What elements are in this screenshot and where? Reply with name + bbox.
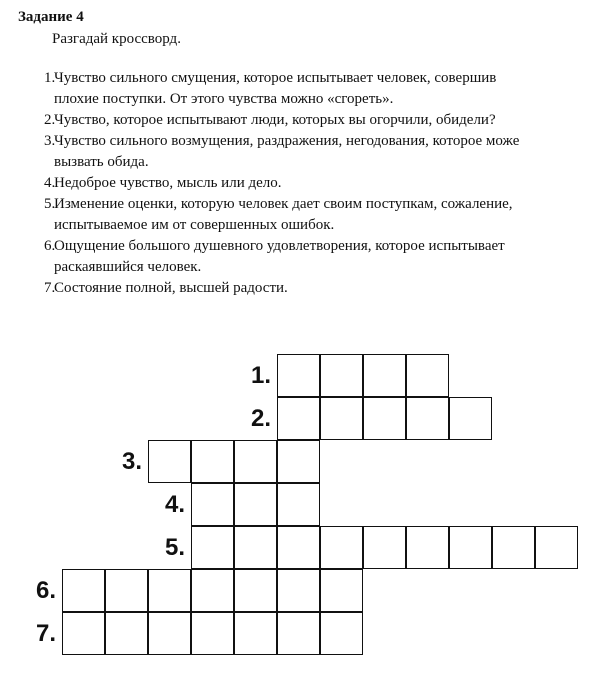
crossword-cell[interactable] [492,526,535,569]
crossword-cell[interactable] [105,612,148,655]
crossword-cell[interactable] [277,612,320,655]
crossword-cell[interactable] [62,612,105,655]
crossword-cell[interactable] [234,440,277,483]
crossword-row-label: 7. [35,620,56,647]
crossword-cell[interactable] [320,612,363,655]
question-text: Чувство, которое испытывают люди, которых вы огорчили, обидели? [54,112,496,128]
question-text: Состояние полной, высшей радости. [54,280,288,296]
crossword-cell[interactable] [105,569,148,612]
crossword-cell[interactable] [234,483,277,526]
crossword-cell[interactable] [277,526,320,569]
task-title: Задание 4 [18,9,84,25]
crossword-cell[interactable] [191,612,234,655]
crossword-cell[interactable] [148,612,191,655]
crossword-row-label: 5. [164,534,185,561]
crossword-cell[interactable] [406,354,449,397]
question-text: Недоброе чувство, мысль или дело. [54,175,282,191]
question-text-cont: вызвать обида. [54,154,149,170]
question-text: Ощущение большого душевного удовлетворения, которое испытывает [54,238,505,254]
crossword-cell[interactable] [363,397,406,440]
crossword-cell[interactable] [234,612,277,655]
crossword-cell[interactable] [277,569,320,612]
question-text-cont: плохие поступки. От этого чувства можно «сгореть». [54,91,394,107]
question-number: 4. [44,175,56,191]
question-number: 7. [44,280,56,296]
crossword-row-label: 4. [164,491,185,518]
crossword-cell[interactable] [535,526,578,569]
crossword-cell[interactable] [191,569,234,612]
crossword-cell[interactable] [363,354,406,397]
crossword-cell[interactable] [320,354,363,397]
crossword-cell[interactable] [234,526,277,569]
crossword-cell[interactable] [191,440,234,483]
crossword-row-label: 2. [250,405,271,432]
question-text-cont: испытываемое им от совершенных ошибок. [54,217,335,233]
crossword-cell[interactable] [191,526,234,569]
instruction: Разгадай кроссворд. [52,31,181,47]
crossword-cell[interactable] [277,397,320,440]
crossword-cell[interactable] [406,397,449,440]
crossword-row-label: 6. [35,577,56,604]
question-text: Изменение оценки, которую человек дает своим поступкам, сожаление, [54,196,513,212]
crossword-cell[interactable] [191,483,234,526]
crossword-cell[interactable] [62,569,105,612]
crossword-cell[interactable] [363,526,406,569]
question-number: 5. [44,196,56,212]
crossword-cell[interactable] [320,526,363,569]
crossword-cell[interactable] [449,526,492,569]
question-number: 2. [44,112,56,128]
crossword-row-label: 3. [121,448,142,475]
crossword-cell[interactable] [320,569,363,612]
question-number: 1. [44,70,56,86]
question-number: 6. [44,238,56,254]
question-text: Чувство сильного смущения, которое испытывает человек, совершив [54,70,497,86]
question-number: 3. [44,133,56,149]
crossword-cell[interactable] [406,526,449,569]
crossword-cell[interactable] [277,440,320,483]
question-text: Чувство сильного возмущения, раздражения, негодования, которое може [54,133,520,149]
crossword-cell[interactable] [234,569,277,612]
crossword-row-label: 1. [250,362,271,389]
question-text-cont: раскаявшийся человек. [54,259,202,275]
crossword-cell[interactable] [449,397,492,440]
crossword-cell[interactable] [148,440,191,483]
crossword-cell[interactable] [148,569,191,612]
crossword-cell[interactable] [320,397,363,440]
crossword-cell[interactable] [277,354,320,397]
crossword-cell[interactable] [277,483,320,526]
